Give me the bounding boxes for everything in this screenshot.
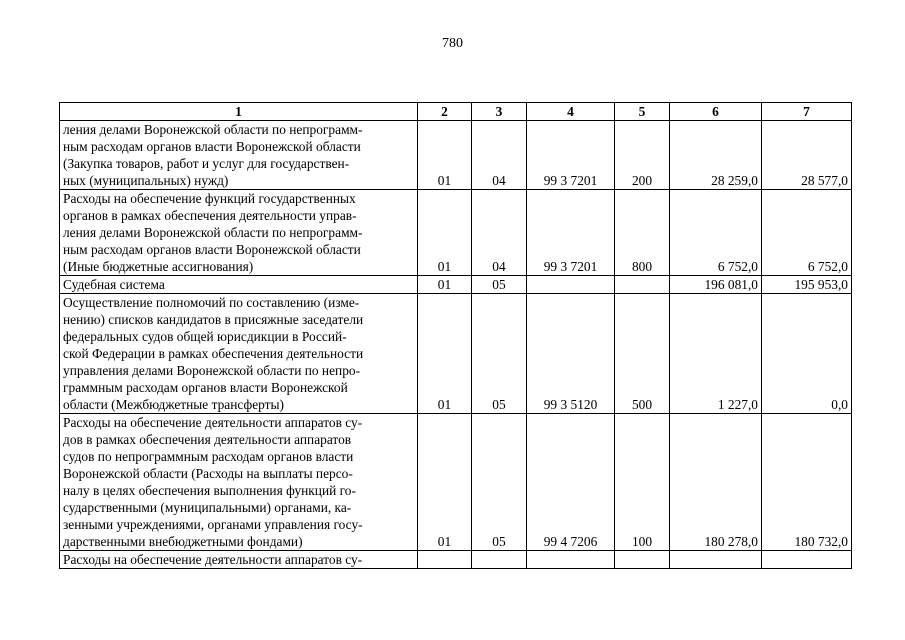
description-line: Осуществление полномочий по составлению (изме- [63, 295, 360, 310]
subsection-code-cell: 05 [472, 294, 527, 414]
description-line: Расходы на обеспечение деятельности аппаратов су- [63, 415, 363, 430]
table-row [60, 190, 852, 276]
section-code-cell: 01 [418, 276, 472, 294]
column-header-4: 4 [527, 103, 615, 121]
target-article-cell: 99 3 7201 [527, 190, 615, 276]
target-article-cell [527, 551, 615, 569]
amount-year-1-cell: 180 278,0 [670, 414, 762, 551]
table-row [60, 551, 852, 569]
amount-year-1-cell: 28 259,0 [670, 121, 762, 190]
column-header-2: 2 [418, 103, 472, 121]
section-code-cell: 01 [418, 121, 472, 190]
expense-type-cell: 100 [615, 414, 670, 551]
description-line: (Иные бюджетные ассигнования) [63, 259, 254, 274]
description-line: Судебная система [63, 277, 165, 292]
subsection-code-cell: 05 [472, 276, 527, 294]
row-description [60, 414, 418, 551]
description-line: ской Федерации в рамках обеспечения деятельности [63, 346, 364, 361]
description-line: ления делами Воронежской области по непрограмм- [63, 122, 363, 137]
target-article-cell: 99 4 7206 [527, 414, 615, 551]
amount-year-1-cell [670, 551, 762, 569]
column-header-6: 6 [670, 103, 762, 121]
row-description [60, 190, 418, 276]
table-header-row [60, 103, 852, 121]
amount-year-2-cell: 0,0 [762, 294, 852, 414]
target-article-cell [527, 276, 615, 294]
amount-year-2-cell: 195 953,0 [762, 276, 852, 294]
expense-type-cell [615, 551, 670, 569]
subsection-code-cell: 04 [472, 121, 527, 190]
description-line: нению) списков кандидатов в присяжные заседатели [63, 312, 364, 327]
target-article-cell: 99 3 7201 [527, 121, 615, 190]
row-description [60, 276, 418, 294]
amount-year-1-cell: 1 227,0 [670, 294, 762, 414]
expense-type-cell [615, 276, 670, 294]
description-line: зенными учреждениями, органами управления госу- [63, 517, 363, 532]
description-line: ным расходам органов власти Воронежской области [63, 242, 361, 257]
description-line: (Закупка товаров, работ и услуг для государствен- [63, 156, 350, 171]
page-number: 780 [442, 36, 463, 51]
expense-type-cell: 200 [615, 121, 670, 190]
column-header-1: 1 [60, 103, 418, 121]
description-line: дарственными внебюджетными фондами) [63, 534, 303, 549]
subsection-code-cell: 04 [472, 190, 527, 276]
section-code-cell: 01 [418, 190, 472, 276]
amount-year-2-cell: 28 577,0 [762, 121, 852, 190]
description-line: дов в рамках обеспечения деятельности аппаратов [63, 432, 352, 447]
description-line: Воронежской области (Расходы на выплаты персо- [63, 466, 353, 481]
description-line: Расходы на обеспечение деятельности аппаратов су- [63, 552, 363, 567]
target-article-cell: 99 3 5120 [527, 294, 615, 414]
amount-year-1-cell: 6 752,0 [670, 190, 762, 276]
table-row [60, 121, 852, 190]
budget-table [59, 102, 852, 569]
subsection-code-cell [472, 551, 527, 569]
subsection-code-cell: 05 [472, 414, 527, 551]
section-code-cell: 01 [418, 414, 472, 551]
expense-type-cell: 800 [615, 190, 670, 276]
column-header-7: 7 [762, 103, 852, 121]
table-row [60, 276, 852, 294]
description-line: граммным расходам органов власти Воронежской [63, 380, 348, 395]
amount-year-2-cell: 6 752,0 [762, 190, 852, 276]
row-description [60, 551, 418, 569]
description-line: ных (муниципальных) нужд) [63, 173, 229, 188]
column-header-3: 3 [472, 103, 527, 121]
description-line: сударственными (муниципальными) органами, ка- [63, 500, 352, 515]
description-line: ным расходам органов власти Воронежской области [63, 139, 361, 154]
column-header-5: 5 [615, 103, 670, 121]
description-line: ления делами Воронежской области по непрограмм- [63, 225, 363, 240]
amount-year-2-cell: 180 732,0 [762, 414, 852, 551]
description-line: налу в целях обеспечения выполнения функций го- [63, 483, 356, 498]
section-code-cell: 01 [418, 294, 472, 414]
row-description [60, 294, 418, 414]
description-line: Расходы на обеспечение функций государственных [63, 191, 356, 206]
expense-type-cell: 500 [615, 294, 670, 414]
section-code-cell [418, 551, 472, 569]
row-description [60, 121, 418, 190]
table-row [60, 414, 852, 551]
amount-year-1-cell: 196 081,0 [670, 276, 762, 294]
description-line: области (Межбюджетные трансферты) [63, 397, 284, 412]
description-line: судов по непрограммным расходам органов власти [63, 449, 354, 464]
amount-year-2-cell [762, 551, 852, 569]
description-line: управления делами Воронежской области по непро- [63, 363, 361, 378]
description-line: федеральных судов общей юрисдикции в Россий- [63, 329, 347, 344]
table-row [60, 294, 852, 414]
description-line: органов в рамках обеспечения деятельности управ- [63, 208, 357, 223]
